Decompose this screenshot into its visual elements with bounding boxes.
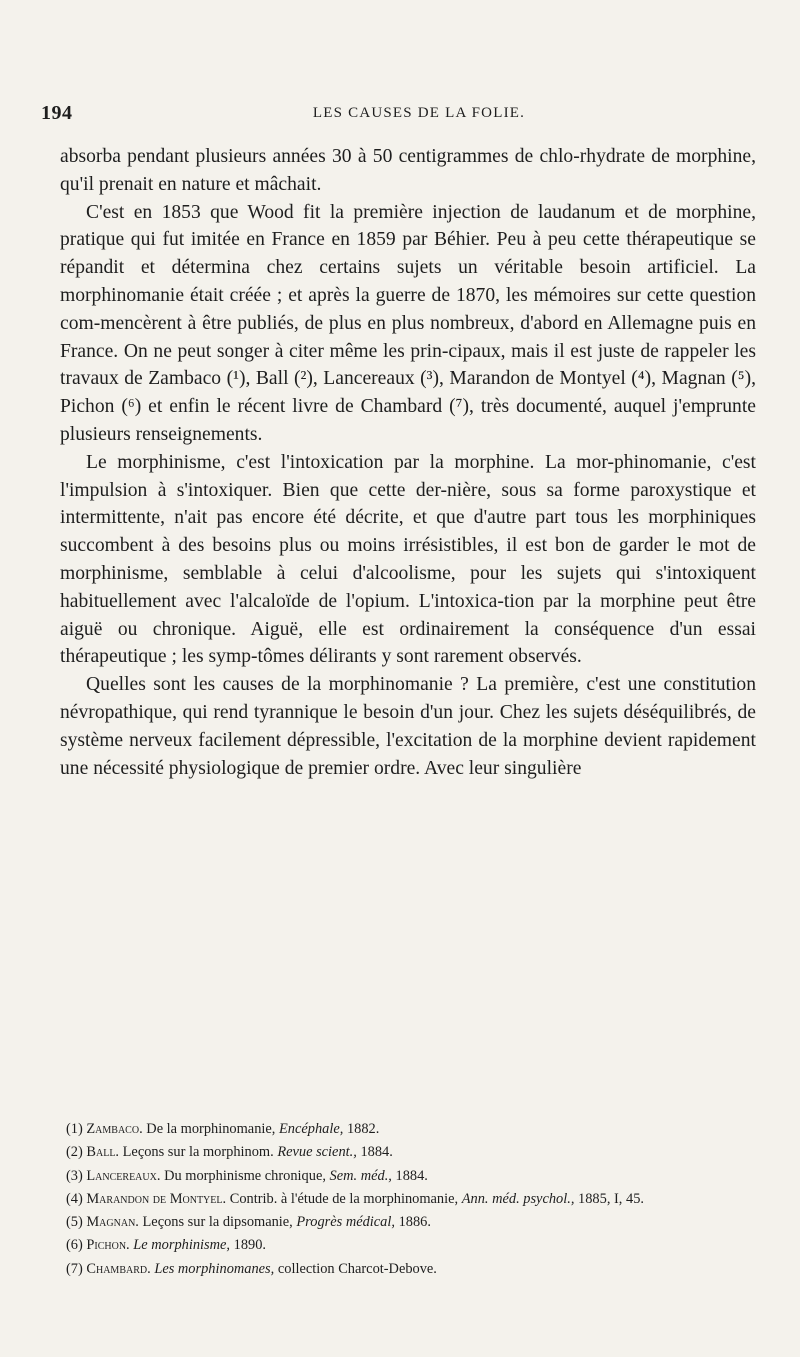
footnote-title: De la morphinomanie, — [146, 1121, 276, 1137]
footnote-source: Les morphinomanes, — [154, 1260, 275, 1277]
footnote-author: Zambaco. — [86, 1121, 143, 1137]
footnote-author: Chambard. — [86, 1260, 151, 1277]
footnote-5 — [60, 1211, 756, 1234]
footnote-author: Pichon. — [86, 1237, 130, 1254]
footnote-number: (5) — [66, 1214, 83, 1231]
footnote-title: Leçons sur la morphinom. — [122, 1144, 274, 1161]
footnote-source: Encéphale, — [279, 1121, 344, 1137]
footnote-title: Leçons sur la dipsomanie, — [142, 1214, 293, 1231]
footnote-number: (6) — [66, 1237, 83, 1254]
paragraph-1: absorba pendant plusieurs années 30 à 50 centigrammes de chlo-rhydrate de morphine, qu'il prenait en nature et mâchait. — [60, 146, 756, 195]
footnote-2 — [60, 1141, 756, 1164]
footnote-6 — [60, 1234, 756, 1257]
footnote-author: Marandon de Montyel. — [86, 1190, 227, 1207]
footnote-7 — [60, 1258, 756, 1281]
footnotes — [60, 1118, 756, 1281]
footnote-author: Ball. — [86, 1144, 120, 1161]
footnote-number: (7) — [66, 1260, 83, 1277]
footnote-source: Revue scient., — [277, 1144, 357, 1161]
footnote-date: 1884. — [360, 1144, 393, 1161]
footnote-author: Magnan. — [86, 1214, 139, 1231]
running-title: LES CAUSES DE LA FOLIE. — [312, 105, 526, 121]
footnote-date: 1885, I, 45. — [578, 1190, 644, 1207]
footnote-title: Contrib. à l'étude de la morphinomanie, — [229, 1190, 459, 1207]
footnote-number: (1) — [66, 1121, 83, 1137]
page-number: 194 — [41, 102, 73, 124]
footnote-source: Progrès médical, — [296, 1214, 395, 1231]
paragraph-3: Le morphinisme, c'est l'intoxication par la morphine. La mor-phinomanie, c'est l'impulsion à s'intoxiquer. Bien que cette der-nière, sous sa forme paroxystique et intermittente, n'ait pas encore été décrite, et que d'autre part tous les morphiniques succombent à des besoins plus ou moins irrésistibles, il est bon de garder le mot de morphinisme, semblable à celui d'alcoolisme, pour les sujets qui s'intoxiquent habituellement avec l'alcaloïde de l'opium. L'intoxica-tion par la morphine peut être aiguë ou chronique. Aiguë, elle est ordinairement la conséquence d'un essai thérapeutique ; les symp-tômes délirants y sont rarement observés. — [60, 451, 756, 668]
footnote-number: (3) — [66, 1167, 83, 1184]
footnote-date: 1886. — [398, 1214, 431, 1231]
paragraph-4: Quelles sont les causes de la morphinomanie ? La première, c'est une constitution névropathique, qui rend tyrannique le besoin d'un jour. Chez les sujets déséquilibrés, de système nerveux facilement dépressible, l'excitation de la morphine devient rapidement une nécessité physiologique de premier ordre. Avec leur singulière — [60, 674, 756, 779]
footnote-date: collection Charcot-Debove. — [277, 1260, 437, 1277]
footnote-date: 1882. — [346, 1121, 380, 1137]
footnote-title: Du morphinisme chronique, — [164, 1167, 326, 1184]
footnote-source: Le morphinisme, — [133, 1237, 231, 1254]
footnote-3 — [60, 1165, 756, 1188]
paragraph-2: C'est en 1853 que Wood fit la première injection de laudanum et de morphine, pratique qui fut imitée en France en 1859 par Béhier. Peu à peu cette thérapeutique se répandit et détermina chez certains sujets un véritable besoin artificiel. La morphinomanie était créée ; et après la guerre de 1870, les mémoires sur cette question com-mencèrent à être publiés, de plus en plus nombreux, d'abord en Allemagne puis en France. On ne peut songer à citer même les prin-cipaux, mais il est juste de rappeler les travaux de Zambaco (¹), Ball (²), Lancereaux (³), Marandon de Montyel (⁴), Magnan (⁵), Pichon (⁶) et enfin le récent livre de Chambard (⁷), très documenté, auquel j'emprunte plusieurs renseignements. — [60, 201, 756, 445]
footnote-number: (2) — [66, 1144, 83, 1161]
footnote-1 — [60, 1118, 756, 1141]
footnote-4 — [60, 1188, 756, 1211]
footnote-date: 1890. — [233, 1237, 267, 1254]
footnote-number: (4) — [66, 1190, 83, 1207]
main-text — [60, 143, 756, 782]
footnote-source: Ann. méd. psychol., — [461, 1190, 575, 1207]
footnote-source: Sem. méd., — [329, 1167, 392, 1184]
footnote-date: 1884. — [395, 1167, 428, 1184]
footnote-author: Lancereaux. — [86, 1167, 161, 1184]
page-header — [41, 102, 757, 126]
